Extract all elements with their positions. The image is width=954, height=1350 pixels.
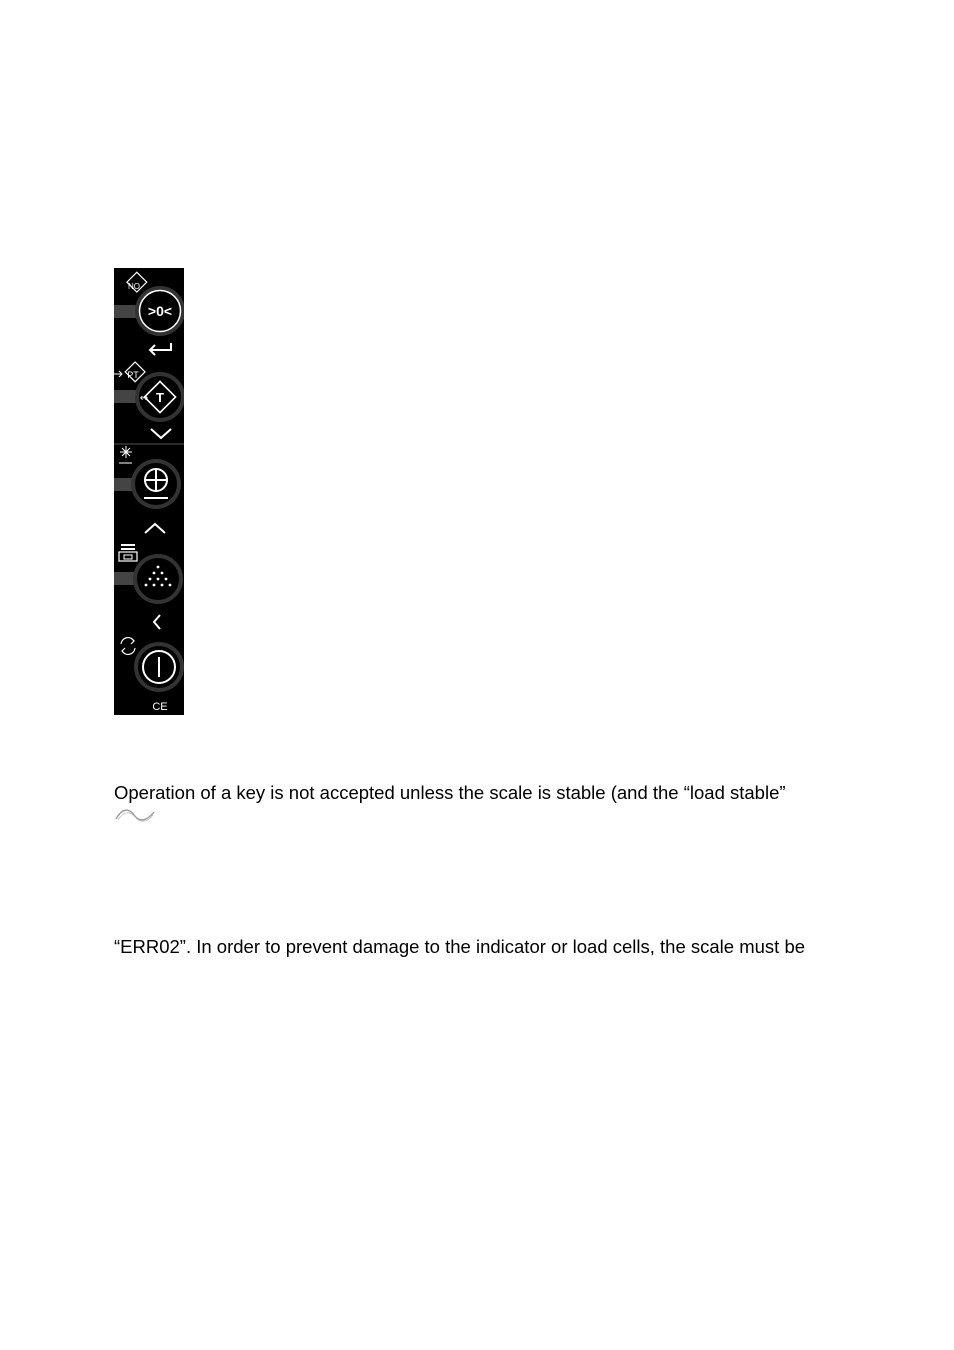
pt-diamond-icon: [114, 362, 145, 382]
asterisk-icon: [119, 446, 132, 463]
refresh-icon: [121, 638, 135, 655]
chevron-left-icon: [154, 615, 160, 629]
load-stable-icon: [114, 806, 156, 824]
paragraph-err02: “ERR02”. In order to prevent damage to the indicator or load cells, the scale must be: [114, 936, 806, 957]
print-key[interactable]: [119, 544, 181, 629]
zero-key[interactable]: [127, 272, 183, 355]
tare-key-label: T: [156, 390, 164, 405]
keypad-graphic: [114, 268, 184, 715]
no-diamond-icon: [127, 272, 147, 292]
chevron-down-icon: [151, 429, 171, 438]
zero-key-label: >0<: [147, 303, 173, 319]
ce-label: CE: [152, 701, 168, 713]
keypad-panel: [114, 268, 184, 715]
enter-arrow-icon: [150, 343, 171, 355]
power-key[interactable]: [121, 638, 182, 713]
tare-key-side-symbol: ↔: [139, 393, 149, 404]
chevron-up-icon: [145, 524, 165, 533]
paragraph-key-stability: Operation of a key is not accepted unless the scale is stable (and the “load stable”: [114, 782, 786, 803]
zero-key-secondary-label: NO: [128, 282, 140, 291]
printer-icon: [119, 544, 137, 561]
tare-key-secondary-label: PT: [127, 370, 139, 380]
